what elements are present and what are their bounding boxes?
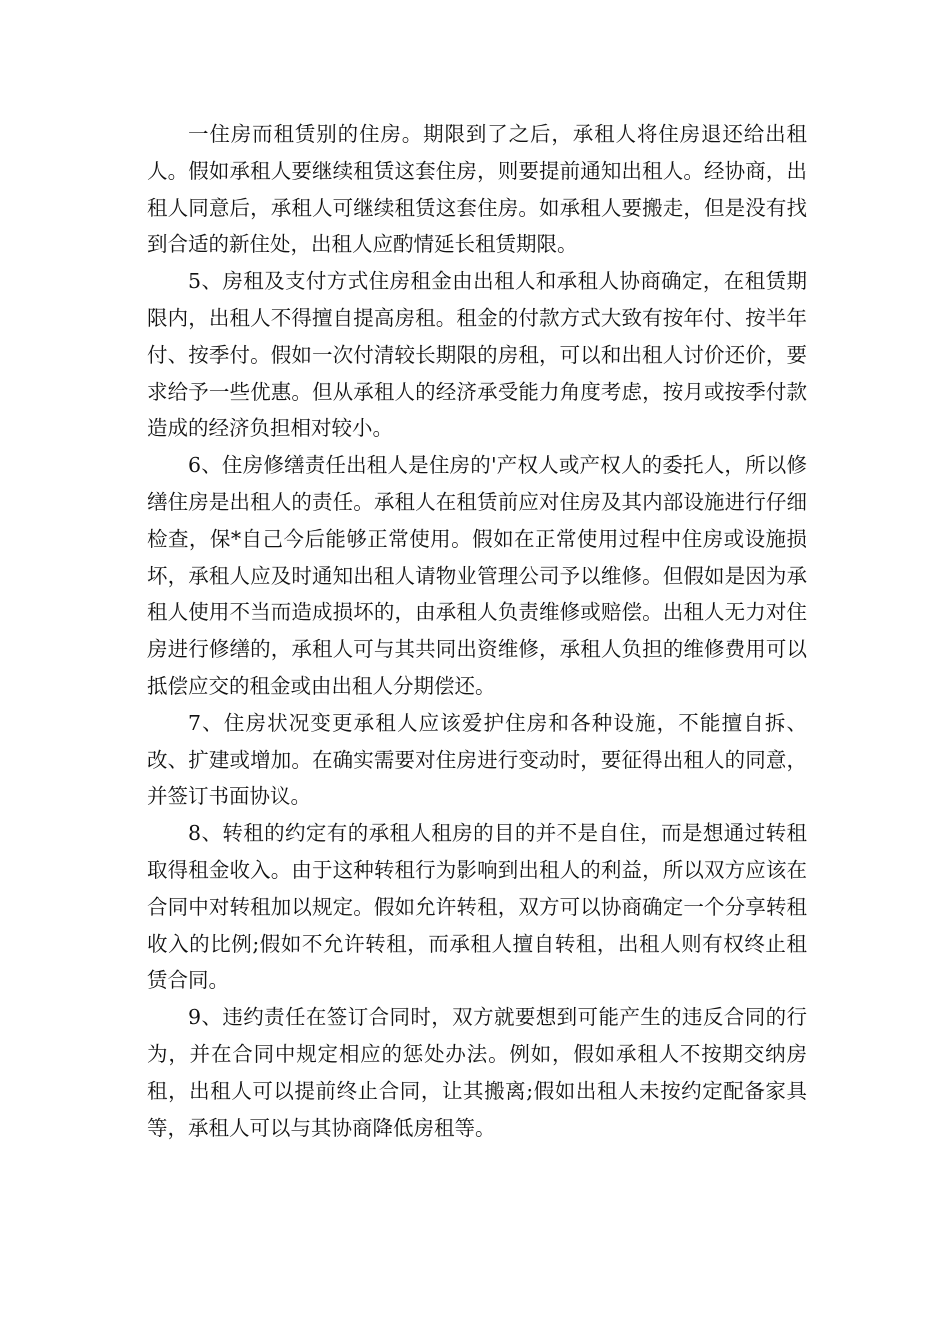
paragraph-lease-term-end: 一住房而租赁别的住房。期限到了之后，承租人将住房退还给出租人。假如承租人要继续租赁这套住房，则要提前通知出租人。经协商，出租人同意后，承租人可继续租赁这套住房。如承租人要搬走，但是没有找到合适的新住处，出租人应酌情延长租赁期限。 bbox=[147, 122, 807, 257]
paragraph-housing-changes: 7、住房状况变更承租人应该爱护住房和各种设施，不能擅自拆、改、扩建或增加。在确实需要对住房进行变动时，要征得出租人的同意，并签订书面协议。 bbox=[147, 710, 807, 809]
document-page bbox=[147, 116, 807, 1146]
paragraph-repair-responsibility: 6、住房修缮责任出租人是住房的'产权人或产权人的委托人，所以修缮住房是出租人的责任。承租人在租赁前应对住房及其内部设施进行仔细检查，保*自己今后能够正常使用。假如在正常使用过程中住房或设施损坏，承租人应及时通知出租人请物业管理公司予以维修。但假如是因为承租人使用不当而造成损坏的，由承租人负责维修或赔偿。出租人无力对住房进行修缮的，承租人可与其共同出资维修，承租人负担的维修费用可以抵偿应交的租金或由出租人分期偿还。 bbox=[147, 453, 807, 698]
paragraph-sublease: 8、转租的约定有的承租人租房的目的并不是自住，而是想通过转租取得租金收入。由于这种转租行为影响到出租人的利益，所以双方应该在合同中对转租加以规定。假如允许转租，双方可以协商确定一个分享转租收入的比例;假如不允许转租，而承租人擅自转租，出租人则有权终止租赁合同。 bbox=[147, 821, 807, 993]
paragraph-breach-liability: 9、违约责任在签订合同时，双方就要想到可能产生的违反合同的行为，并在合同中规定相应的惩处办法。例如，假如承租人不按期交纳房租，出租人可以提前终止合同，让其搬离;假如出租人未按约定配备家具等，承租人可以与其协商降低房租等。 bbox=[147, 1005, 807, 1140]
paragraph-rent-payment: 5、房租及支付方式住房租金由出租人和承租人协商确定，在租赁期限内，出租人不得擅自提高房租。租金的付款方式大致有按年付、按半年付、按季付。假如一次付清较长期限的房租，可以和出租人讨价还价，要求给予一些优惠。但从承租人的经济承受能力角度考虑，按月或按季付款造成的经济负担相对较小。 bbox=[147, 269, 807, 441]
